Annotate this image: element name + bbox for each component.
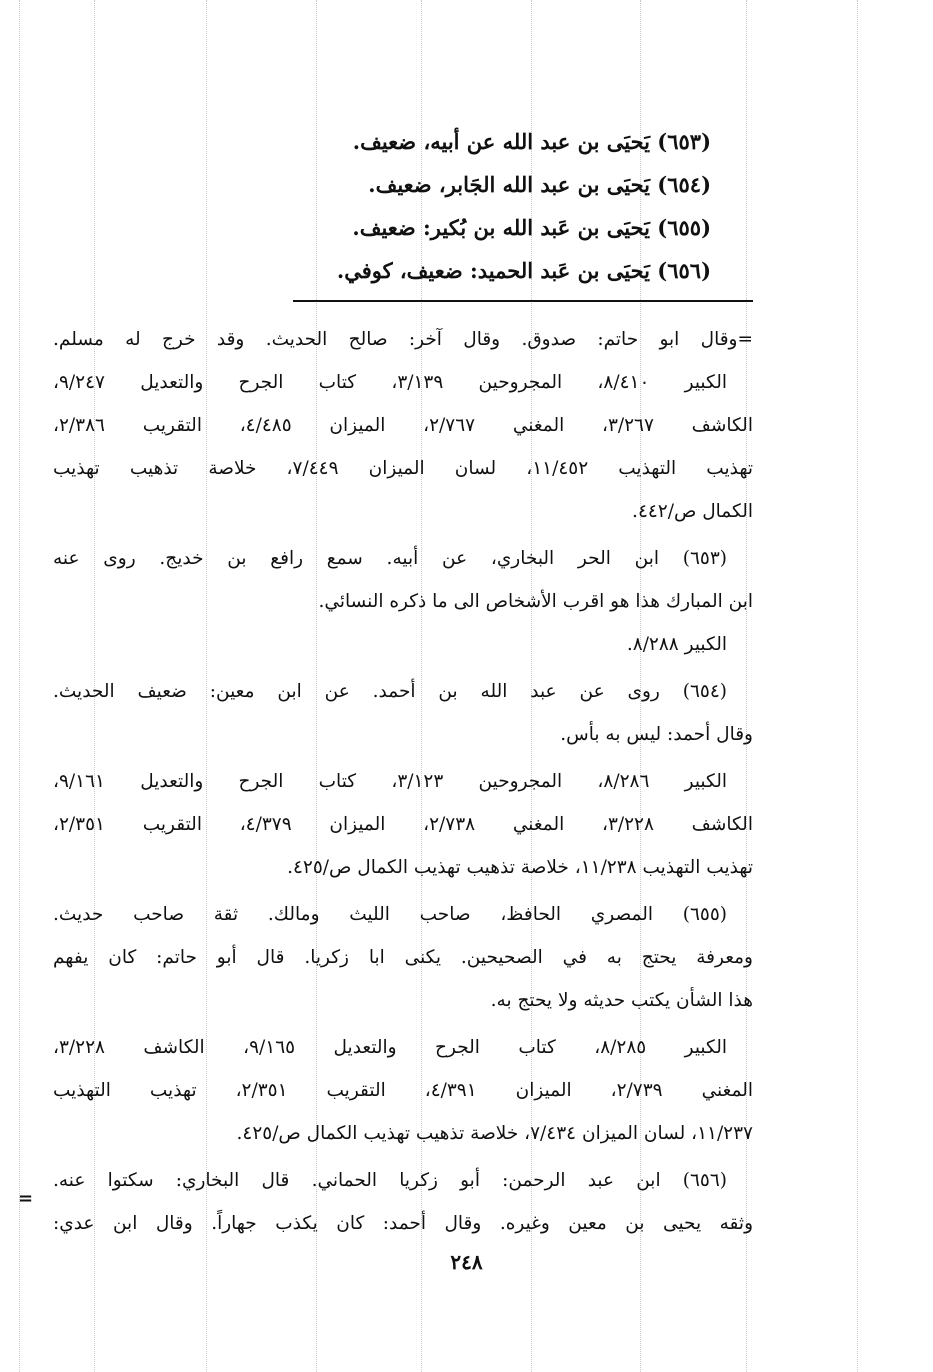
entry-line: (٦٥٣) يَحيَى بن عبد الله عن أبيه، ضعيف. <box>352 129 711 154</box>
footnote-line: الكبير ٨/٢٨٨. <box>626 634 727 655</box>
footnote-line: ابن المبارك هذا هو اقرب الأشخاص الى ما ذكره النسائي. <box>318 591 753 612</box>
footnote-line: هذا الشأن يكتب حديثه ولا يحتج به. <box>490 990 753 1011</box>
footnote-line: المغني ٢/٧٣٩، الميزان ٤/٣٩١، التقريب ٢/٣٥١، تهذيب التهذيب <box>53 1080 753 1101</box>
footnote-line: =وقال ابو حاتم: صدوق. وقال آخر: صالح الحديث. وقد خرج له مسلم. <box>53 329 753 350</box>
footnote-paragraph <box>53 537 753 666</box>
entry-line: (٦٥٤) يَحيَى بن عبد الله الجَابر، ضعيف. <box>368 172 711 197</box>
entry-line: (٦٥٦) يَحيَى بن عَبد الحميد: ضعيف، كوفي. <box>336 258 711 283</box>
footnote-line: تهذيب التهذيب ١١/٢٣٨، خلاصة تذهيب تهذيب الكمال ص/٤٢٥. <box>287 857 753 878</box>
footnote-line: (٦٥٦) ابن عبد الرحمن: أبو زكريا الحماني. قال البخاري: سكتوا عنه. <box>53 1170 727 1191</box>
footnote-paragraph <box>53 1159 753 1245</box>
footnote-line: (٦٥٤) روى عن عبد الله بن أحمد. عن ابن معين: ضعيف الحديث. <box>53 681 727 702</box>
footnote-line: تهذيب التهذيب ١١/٤٥٢، لسان الميزان ٧/٤٤٩، خلاصة تذهيب تهذيب <box>53 458 754 479</box>
footnote-line: ١١/٢٣٧، لسان الميزان ٧/٤٣٤، خلاصة تذهيب تهذيب الكمال ص/٤٢٥. <box>236 1123 753 1144</box>
footnote-line: وثقه يحيى بن معين وغيره. وقال أحمد: كان يكذب جهاراً. وقال ابن عدي: <box>53 1213 753 1234</box>
footnote-paragraph <box>53 1026 753 1155</box>
page-number: ٢٤٨ <box>450 1250 483 1274</box>
footnote-paragraph <box>53 893 753 1022</box>
footnote-line: الكبير ٨/٢٨٦، المجروحين ٣/١٢٣، كتاب الجرح والتعديل ٩/١٦١، <box>53 771 727 792</box>
footnote-separator <box>293 300 753 302</box>
footnote-line: وقال أحمد: ليس به بأس. <box>560 724 753 745</box>
footnote-line: الكمال ص/٤٤٢. <box>632 501 753 522</box>
footnote-line: الكبير ٨/٢٨٥، كتاب الجرح والتعديل ٩/١٦٥، الكاشف ٣/٢٢٨، <box>53 1037 728 1058</box>
footnote-line: الكاشف ٣/٢٦٧، المغني ٢/٧٦٧، الميزان ٤/٤٨٥، التقريب ٢/٣٨٦، <box>53 415 753 436</box>
footnote-line: الكبير ٨/٤١٠، المجروحين ٣/١٣٩، كتاب الجرح والتعديل ٩/٢٤٧، <box>53 372 727 393</box>
footnotes <box>53 318 753 1249</box>
main-entries <box>231 120 711 292</box>
entry-line: (٦٥٥) يَحيَى بن عَبد الله بن بُكير: ضعيف. <box>352 215 711 240</box>
footnote-paragraph <box>53 670 753 756</box>
continuation-mark: = <box>18 1188 34 1209</box>
footnote-line: (٦٥٣) ابن الحر البخاري، عن أبيه. سمع رافع بن خديج. روى عنه <box>53 548 727 569</box>
footnote-paragraph <box>53 318 753 533</box>
footnote-line: الكاشف ٣/٢٢٨، المغني ٢/٧٣٨، الميزان ٤/٣٧٩، التقريب ٢/٣٥١، <box>53 814 753 835</box>
footnote-line: (٦٥٥) المصري الحافظ، صاحب الليث ومالك. ثقة صاحب حديث. <box>53 904 727 925</box>
footnote-line: ومعرفة يحتج به في الصحيحين. يكنى ابا زكريا. قال أبو حاتم: كان يفهم <box>53 947 753 968</box>
footnote-paragraph <box>53 760 753 889</box>
